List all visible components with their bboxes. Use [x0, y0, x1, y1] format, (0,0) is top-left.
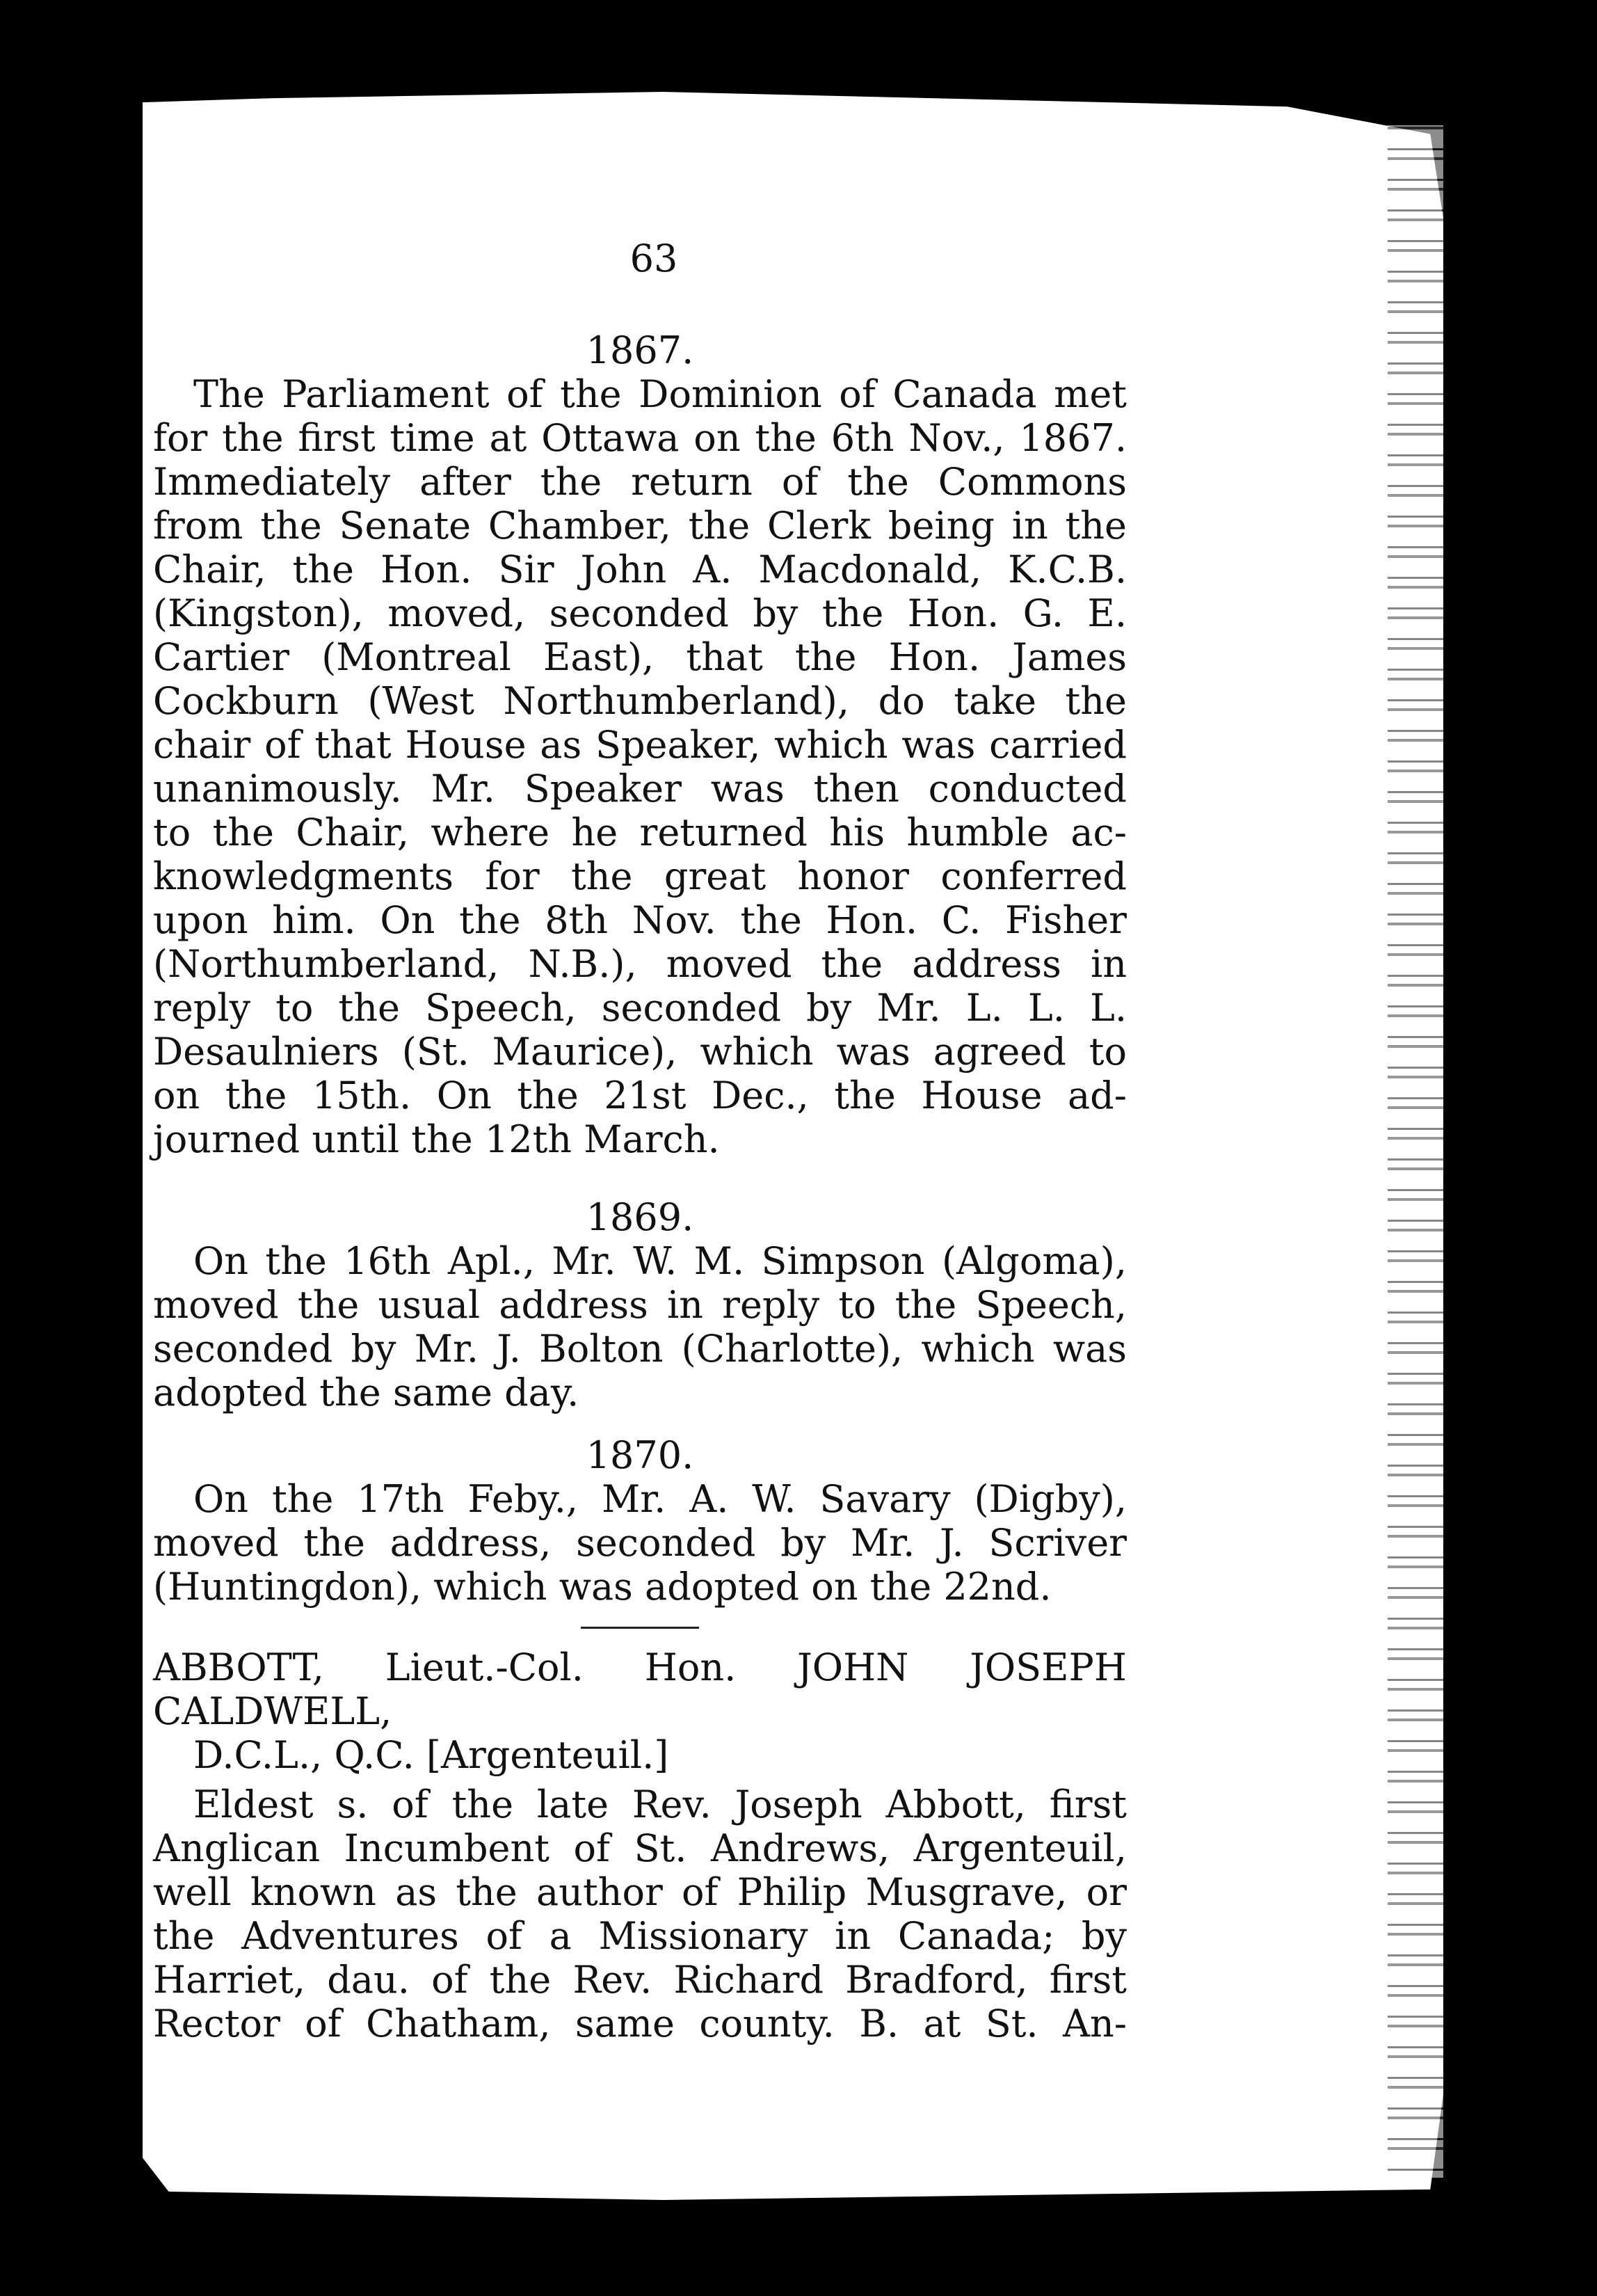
text-line: (Huntingdon), which was adopted on the 22nd. — [153, 1565, 1052, 1609]
text-line: (Kingston), moved, seconded by the Hon. G. E. — [153, 591, 1127, 635]
entry-heading: ABBOTT, Lieut.-Col. Hon. JOHN JOSEPH CALDWELL, — [153, 1645, 1127, 1733]
page-number: 63 — [629, 237, 678, 280]
text-line: On the 17th Feby., Mr. A. W. Savary (Digby), — [193, 1477, 1127, 1521]
section-1869 — [153, 1195, 1127, 1414]
text-line: journed until the 12th March. — [153, 1117, 720, 1161]
text-line: Rector of Chatham, same county. B. at St. An- — [153, 2002, 1127, 2046]
text-line: upon him. On the 8th Nov. the Hon. C. Fisher — [153, 898, 1127, 942]
text-line: knowledgments for the great honor conferred — [153, 854, 1127, 898]
text-line: unanimously. Mr. Speaker was then conducted — [153, 767, 1127, 811]
text-line: reply to the Speech, seconded by Mr. L. L. L. — [153, 986, 1127, 1030]
separator-rule — [581, 1627, 699, 1629]
section-1867 — [153, 328, 1127, 1161]
text-line: Cartier (Montreal East), that the Hon. James — [153, 635, 1127, 679]
text-line: On the 16th Apl., Mr. W. M. Simpson (Algoma), — [193, 1239, 1127, 1283]
section-1870 — [153, 1433, 1127, 1609]
text-line: chair of that House as Speaker, which was carried — [153, 723, 1127, 767]
text-line: (Northumberland, N.B.), moved the address in — [153, 942, 1127, 986]
section-year: 1870. — [586, 1433, 694, 1477]
page-edge-texture — [1388, 125, 1443, 2178]
text-line: for the first time at Ottawa on the 6th Nov., 1867. — [153, 416, 1127, 460]
text-line: on the 15th. On the 21st Dec., the House ad- — [153, 1074, 1127, 1117]
text-line: moved the usual address in reply to the Speech, — [153, 1283, 1127, 1327]
text-line: Anglican Incumbent of St. Andrews, Argenteuil, — [153, 1826, 1127, 1870]
entry-heading-continued: D.C.L., Q.C. [Argenteuil.] — [193, 1733, 669, 1777]
text-line: seconded by Mr. J. Bolton (Charlotte), which was — [153, 1327, 1127, 1371]
text-line: Harriet, dau. of the Rev. Richard Bradford, first — [153, 1958, 1127, 2002]
section-year: 1869. — [586, 1195, 694, 1239]
text-line: to the Chair, where he returned his humble ac- — [153, 811, 1127, 854]
text-line: well known as the author of Philip Musgrave, or — [153, 1870, 1127, 1914]
text-line: Eldest s. of the late Rev. Joseph Abbott, first — [193, 1783, 1127, 1826]
text-line: Cockburn (West Northumberland), do take the — [153, 679, 1127, 723]
text-line: the Adventures of a Missionary in Canada; by — [153, 1914, 1127, 1958]
text-line: Chair, the Hon. Sir John A. Macdonald, K.C.B. — [153, 548, 1127, 591]
biography-entry — [153, 1627, 1127, 2046]
text-line: from the Senate Chamber, the Clerk being in the — [153, 504, 1127, 548]
section-year: 1867. — [586, 328, 694, 372]
text-line: Desaulniers (St. Maurice), which was agreed to — [153, 1030, 1127, 1074]
text-line: The Parliament of the Dominion of Canada met — [193, 372, 1127, 416]
text-line: moved the address, seconded by Mr. J. Scriver — [153, 1521, 1127, 1565]
text-line: Immediately after the return of the Commons — [153, 460, 1127, 504]
text-line: adopted the same day. — [153, 1371, 579, 1414]
